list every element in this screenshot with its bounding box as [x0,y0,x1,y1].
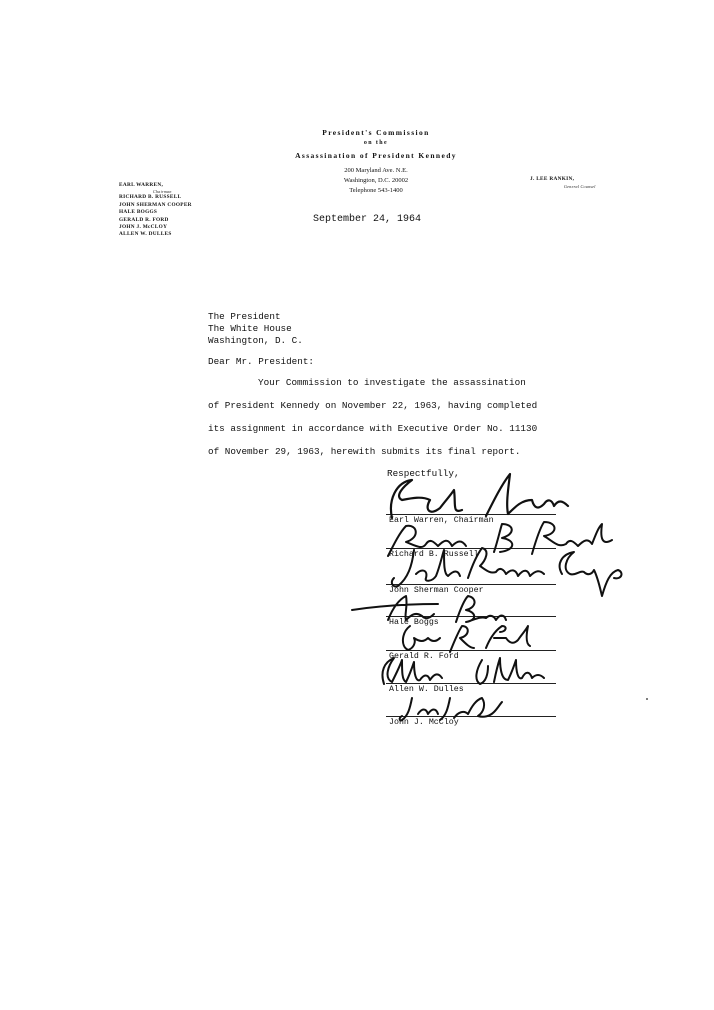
letterhead-title-line-1: President's Commission [322,128,430,137]
letterhead-title-line-2: on the [363,140,389,146]
counsel-role: General Counsel [564,184,596,189]
addressee-line: The President [208,311,281,322]
member-name: ALLEN W. DULLES [119,231,172,238]
closing: Respectfully, [387,468,460,479]
addressee-line: The White House [208,323,292,334]
signatory-name: Earl Warren, Chairman [389,516,494,525]
member-chairman-name: EARL WARREN, [119,182,164,188]
signatory-name: Allen W. Dulles [389,685,464,694]
letterhead-city: Washington, D.C. 20002 [343,177,409,184]
body-line: its assignment in accordance with Executive Order No. 11130 [208,423,538,434]
addressee-block [208,311,303,347]
signatory-name: Richard B. Russell [389,550,479,559]
body-line: of President Kennedy on November 22, 1963, having completed [208,400,538,411]
member-name: JOHN SHERMAN COOPER [119,201,192,208]
salutation: Dear Mr. President: [208,356,315,367]
signatory-name: John Sherman Cooper [389,586,484,595]
commission-members [119,182,192,239]
scan-speck [646,698,648,700]
counsel-name: J. LEE RANKIN, [530,176,575,182]
member-name: GERALD R. FORD [119,216,169,223]
member-chairman-role: Chairman [153,189,172,195]
member-name: JOHN J. McCLOY [119,224,168,231]
letter-date: September 24, 1964 [313,214,422,225]
letterhead-title-line-3: Assassination of President Kennedy [295,151,457,160]
member-name: HALE BOGGS [119,209,158,216]
signatory-name: John J. McCloy [389,718,459,727]
general-counsel [530,176,596,190]
signatory-name: Hale Boggs [389,618,439,627]
body-line: of November 29, 1963, herewith submits its final report. [208,446,521,457]
body-line: Your Commission to investigate the assassination [258,377,526,388]
letterhead-telephone: Telephone 543-1400 [349,187,403,194]
member-name: RICHARD B. RUSSELL [119,194,182,201]
letterhead-address: 200 Maryland Ave. N.E. [344,167,408,174]
signatory-name: Gerald R. Ford [389,652,459,661]
addressee-line: Washington, D. C. [208,335,303,346]
